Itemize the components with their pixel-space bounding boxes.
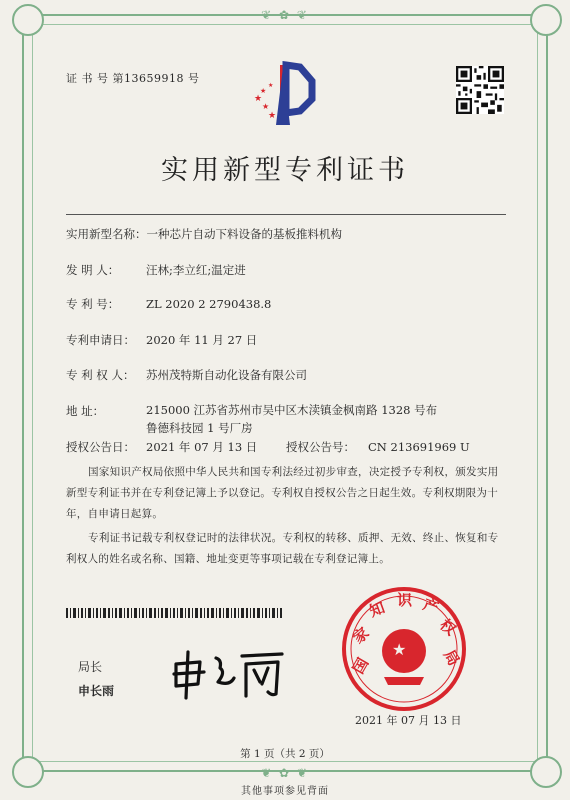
statement-paragraph-1: 国家知识产权局依照中华人民共和国专利法经过初步审查，决定授予专利权，颁发实用新型专利证书并在专利登记簿上予以登记。专利权自授权公告之日起生效。专利权期限为十年，自申请日起算。 [66, 466, 499, 520]
svg-text:★: ★ [268, 82, 274, 89]
cnipa-logo-icon [250, 55, 320, 135]
field-label: 地 址： [66, 404, 105, 418]
field-value: 一种芯片自动下料设备的基板推料机构 [146, 227, 342, 241]
svg-text:局: 局 [440, 646, 464, 669]
corner-ornament [530, 4, 562, 36]
svg-text:★: ★ [392, 640, 407, 659]
filing-date-row [66, 332, 257, 348]
svg-text:★: ★ [268, 111, 277, 121]
certificate-number: 证 书 号 第13659918 号 [66, 72, 200, 85]
inventor-row [66, 262, 246, 278]
field-label: 专 利 权 人： [66, 368, 135, 382]
field-label: 实用新型名称： [66, 227, 147, 241]
patentee-row [66, 367, 307, 383]
director-name: 申长雨 [78, 684, 115, 698]
seal-date: 2021 年 07 月 13 日 [355, 714, 462, 727]
field-value: 汪林;李立红;温定进 [146, 263, 246, 277]
grant-date-row [66, 439, 470, 455]
director-title: 局长 [78, 660, 103, 674]
address-row [66, 403, 146, 419]
svg-text:识: 识 [397, 591, 413, 609]
handwritten-signature [170, 642, 290, 702]
patent-number-row [66, 296, 271, 312]
barcode-icon [66, 608, 284, 618]
svg-text:★: ★ [260, 87, 267, 95]
corner-ornament [12, 4, 44, 36]
field-value: CN 213691969 U [368, 440, 470, 454]
field-value: 苏州茂特斯自动化设备有限公司 [146, 368, 307, 382]
field-label: 授权公告号： [286, 440, 355, 454]
footer-note: 其他事项参见背面 [241, 786, 329, 797]
official-seal [340, 585, 468, 713]
svg-text:家: 家 [349, 623, 373, 648]
top-ornament: ❦ ✿ ❦ [261, 8, 309, 22]
qr-code-icon [456, 66, 504, 114]
divider [66, 214, 506, 215]
page-number: 第 1 页（共 2 页） [240, 748, 330, 760]
address-value: 215000 江苏省苏州市吴中区木渎镇金枫南路 1328 号布鲁德科技园 1 号厂房 [146, 403, 438, 435]
svg-text:知: 知 [366, 598, 388, 621]
field-value: 2021 年 07 月 13 日 [146, 440, 258, 454]
field-label: 授权公告日： [66, 440, 135, 454]
bottom-ornament: ❦ ✿ ❦ [261, 766, 309, 780]
svg-text:权: 权 [436, 615, 460, 639]
svg-text:★: ★ [262, 102, 270, 111]
page-title: 实用新型专利证书 [161, 155, 409, 186]
svg-text:国: 国 [349, 654, 373, 677]
field-value: ZL 2020 2 2790438.8 [146, 297, 272, 311]
field-label: 发 明 人： [66, 263, 120, 277]
statement-paragraph-2: 专利证书记载专利权登记时的法律状况。专利权的转移、质押、无效、终止、恢复和专利权人的姓名或名称、国籍、地址变更等事项记载在专利登记簿上。 [66, 532, 499, 565]
svg-text:★: ★ [254, 94, 263, 104]
field-label: 专利申请日： [66, 333, 135, 347]
field-label: 专 利 号： [66, 297, 120, 311]
utility-model-name-row [66, 226, 342, 242]
svg-text:产: 产 [420, 595, 441, 618]
field-value: 2020 年 11 月 27 日 [146, 333, 258, 347]
